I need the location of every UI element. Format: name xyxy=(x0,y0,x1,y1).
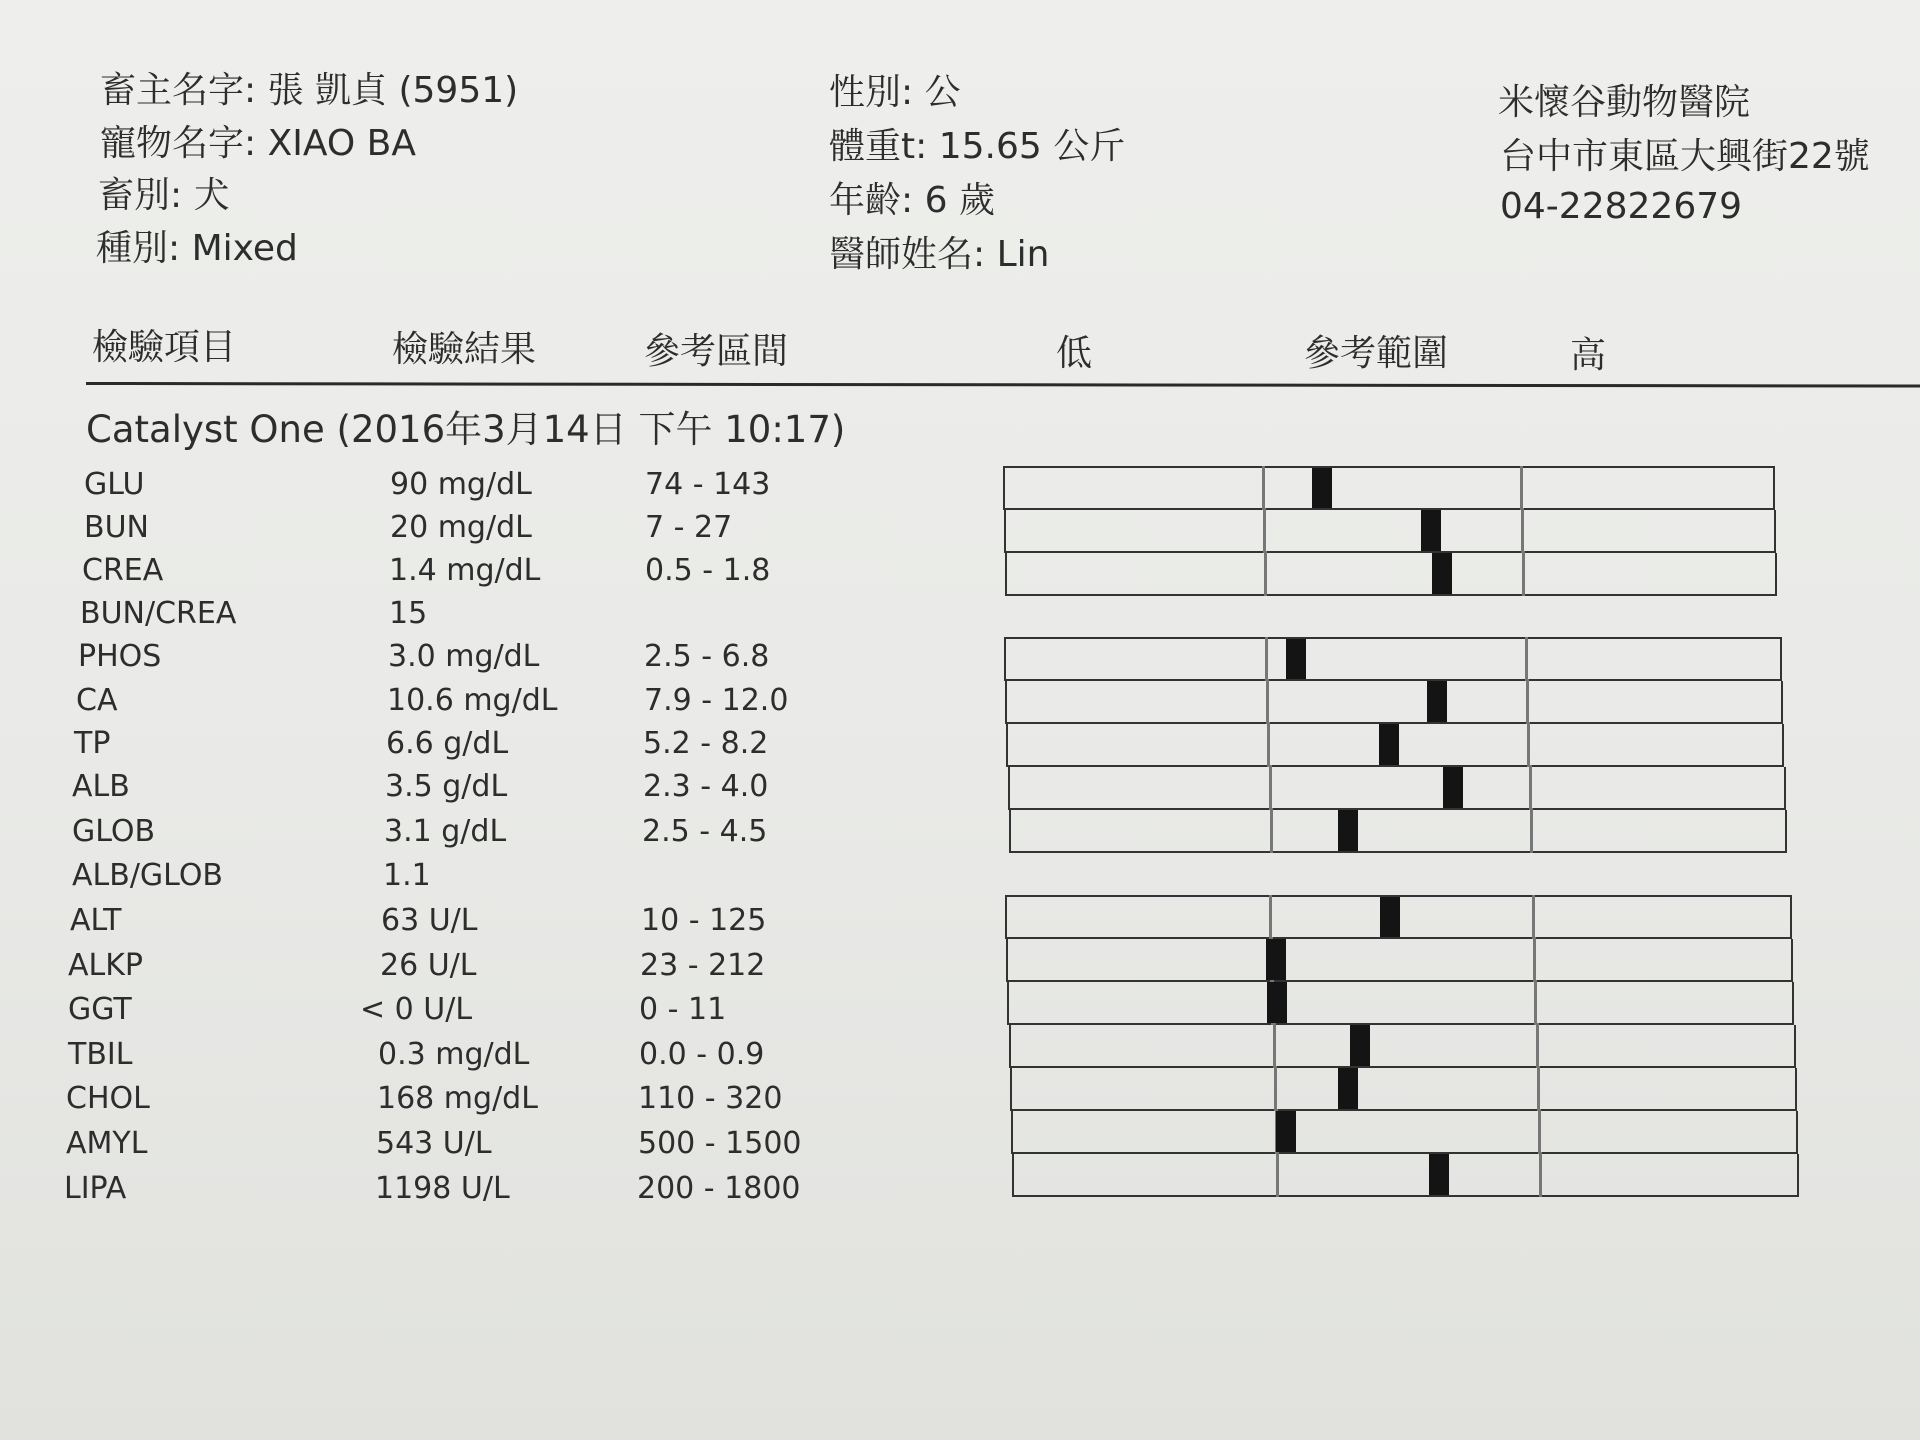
test-name: BUN/CREA xyxy=(80,596,237,631)
test-name: CREA xyxy=(82,553,164,588)
owner-name xyxy=(100,70,519,111)
section-title: Catalyst One (2016年3月14日 下午 10:17) xyxy=(86,408,846,451)
high-boundary-line xyxy=(1526,679,1529,724)
reference-range-bar xyxy=(1009,1025,1796,1068)
test-result: 3.5 g/dL xyxy=(385,769,508,804)
test-result: 1198 U/L xyxy=(375,1171,510,1206)
test-reference-interval: 0.0 - 0.9 xyxy=(639,1037,765,1072)
result-marker xyxy=(1427,681,1447,722)
test-reference-interval: 110 - 320 xyxy=(638,1081,783,1116)
high-boundary-line xyxy=(1520,466,1523,510)
result-marker xyxy=(1338,810,1358,851)
clinic-address: 台中市東區大興街22號 xyxy=(1500,136,1870,177)
header-divider xyxy=(86,382,1920,388)
high-boundary-line xyxy=(1522,551,1525,596)
test-result: 63 U/L xyxy=(381,903,478,938)
reference-range-bar xyxy=(1009,810,1787,853)
sex-label: 性別: xyxy=(829,72,914,113)
test-name: CHOL xyxy=(66,1081,150,1116)
test-reference-interval: 7 - 27 xyxy=(645,510,733,545)
sex xyxy=(829,72,961,113)
result-marker xyxy=(1286,639,1306,679)
weight-label: 體重t: xyxy=(829,126,928,167)
low-boundary-line xyxy=(1267,722,1270,767)
clinic-name: 米懷谷動物醫院 xyxy=(1498,82,1751,123)
test-result: < 0 U/L xyxy=(360,992,473,1027)
pet-name xyxy=(100,123,416,164)
column-header-interval: 參考區間 xyxy=(644,331,789,372)
test-result: 3.0 mg/dL xyxy=(388,639,540,674)
pet-label: 寵物名字: xyxy=(100,123,257,164)
test-result: 1.1 xyxy=(383,858,431,893)
test-result: 168 mg/dL xyxy=(377,1081,538,1116)
low-boundary-line xyxy=(1276,1152,1279,1197)
result-marker xyxy=(1429,1154,1449,1195)
reference-range-bar xyxy=(1005,553,1777,596)
breed-label: 種別: xyxy=(96,228,181,269)
test-result: 543 U/L xyxy=(376,1126,492,1161)
low-boundary-line xyxy=(1266,679,1269,724)
test-result: 26 U/L xyxy=(380,948,477,983)
clinic-phone: 04-22822679 xyxy=(1500,186,1743,227)
test-name: ALKP xyxy=(68,948,143,983)
test-reference-interval: 5.2 - 8.2 xyxy=(643,726,769,761)
result-marker xyxy=(1267,982,1287,1023)
test-reference-interval: 23 - 212 xyxy=(640,948,766,983)
low-boundary-line xyxy=(1269,895,1272,939)
column-header-result: 檢驗結果 xyxy=(392,329,537,370)
test-result: 10.6 mg/dL xyxy=(387,683,558,718)
test-name: ALB xyxy=(72,769,130,804)
test-result: 20 mg/dL xyxy=(390,510,532,545)
column-header-range: 參考範圍 xyxy=(1304,333,1449,374)
species xyxy=(98,175,230,216)
high-boundary-line xyxy=(1532,895,1535,939)
species-label: 畜別: xyxy=(98,175,183,216)
vet-value: Lin xyxy=(996,234,1050,275)
low-boundary-line xyxy=(1270,808,1273,853)
test-name: AMYL xyxy=(66,1126,148,1161)
test-result: 1.4 mg/dL xyxy=(389,553,541,588)
test-name: TP xyxy=(74,726,111,761)
high-boundary-line xyxy=(1525,637,1528,681)
low-boundary-line xyxy=(1263,508,1266,553)
reference-range-bar xyxy=(1005,895,1792,939)
reference-range-bar xyxy=(1003,466,1775,510)
high-boundary-line xyxy=(1529,765,1532,810)
reference-range-bar xyxy=(1010,1068,1797,1111)
high-boundary-line xyxy=(1533,937,1536,982)
high-boundary-line xyxy=(1537,1066,1540,1111)
test-name: TBIL xyxy=(68,1037,133,1072)
test-reference-interval: 2.5 - 6.8 xyxy=(644,639,770,674)
test-name: ALT xyxy=(70,903,122,938)
result-marker xyxy=(1443,767,1463,808)
low-boundary-line xyxy=(1264,551,1267,596)
reference-range-bar xyxy=(1004,637,1782,681)
reference-range-bar xyxy=(1012,1154,1799,1197)
reference-range-bar xyxy=(1006,939,1793,982)
species-value: 犬 xyxy=(193,175,230,216)
test-reference-interval: 200 - 1800 xyxy=(637,1171,801,1206)
test-name: CA xyxy=(76,683,118,718)
high-boundary-line xyxy=(1536,1023,1539,1068)
high-boundary-line xyxy=(1539,1152,1542,1197)
low-boundary-line xyxy=(1269,765,1272,810)
low-boundary-line xyxy=(1262,466,1265,510)
result-marker xyxy=(1276,1111,1296,1152)
test-reference-interval: 2.5 - 4.5 xyxy=(642,814,768,849)
reference-range-bar xyxy=(1007,982,1794,1025)
result-marker xyxy=(1312,468,1332,508)
age-label: 年齡: xyxy=(829,180,914,221)
vet-label: 醫師姓名: xyxy=(829,234,986,275)
reference-range-bar xyxy=(1004,510,1776,553)
result-marker xyxy=(1380,897,1400,937)
test-result: 3.1 g/dL xyxy=(384,814,507,849)
reference-range-bar xyxy=(1005,681,1783,724)
pet-value: XIAO BA xyxy=(267,123,416,164)
breed xyxy=(96,228,298,269)
test-name: LIPA xyxy=(64,1171,127,1206)
column-header-high: 高 xyxy=(1570,335,1607,376)
vet-name xyxy=(829,234,1050,275)
result-marker xyxy=(1338,1068,1358,1109)
test-reference-interval: 0.5 - 1.8 xyxy=(645,553,771,588)
test-name: GLOB xyxy=(72,814,156,849)
owner-value: 張 凱貞 (5951) xyxy=(267,70,519,111)
test-reference-interval: 0 - 11 xyxy=(639,992,727,1027)
test-result: 0.3 mg/dL xyxy=(378,1037,530,1072)
high-boundary-line xyxy=(1534,980,1537,1025)
reference-range-bar xyxy=(1011,1111,1798,1154)
test-result: 6.6 g/dL xyxy=(386,726,509,761)
low-boundary-line xyxy=(1265,637,1268,681)
test-reference-interval: 2.3 - 4.0 xyxy=(643,769,769,804)
high-boundary-line xyxy=(1530,808,1533,853)
sex-value: 公 xyxy=(924,72,961,113)
test-name: PHOS xyxy=(78,639,162,674)
age-value: 6 歲 xyxy=(924,180,995,221)
weight-value: 15.65 公斤 xyxy=(938,126,1126,167)
column-header-low: 低 xyxy=(1056,333,1093,374)
test-name: ALB/GLOB xyxy=(72,858,224,893)
age xyxy=(829,180,995,221)
test-result: 90 mg/dL xyxy=(390,467,532,502)
result-marker xyxy=(1379,724,1399,765)
weight xyxy=(829,126,1126,167)
test-name: GLU xyxy=(84,467,145,502)
test-name: BUN xyxy=(84,510,149,545)
column-header-item: 檢驗項目 xyxy=(92,327,237,368)
result-marker xyxy=(1266,939,1286,980)
reference-range-bar xyxy=(1008,767,1786,810)
breed-value: Mixed xyxy=(191,228,298,269)
reference-range-bar xyxy=(1006,724,1784,767)
result-marker xyxy=(1350,1025,1370,1066)
test-reference-interval: 500 - 1500 xyxy=(638,1126,802,1161)
low-boundary-line xyxy=(1274,1066,1277,1111)
low-boundary-line xyxy=(1273,1023,1276,1068)
high-boundary-line xyxy=(1521,508,1524,553)
result-marker xyxy=(1421,510,1441,551)
test-reference-interval: 74 - 143 xyxy=(645,467,771,502)
high-boundary-line xyxy=(1527,722,1530,767)
result-marker xyxy=(1432,553,1452,594)
test-result: 15 xyxy=(389,596,428,631)
high-boundary-line xyxy=(1538,1109,1541,1154)
test-name: GGT xyxy=(68,992,132,1027)
test-reference-interval: 10 - 125 xyxy=(641,903,767,938)
test-reference-interval: 7.9 - 12.0 xyxy=(644,683,789,718)
owner-label: 畜主名字: xyxy=(100,70,257,111)
